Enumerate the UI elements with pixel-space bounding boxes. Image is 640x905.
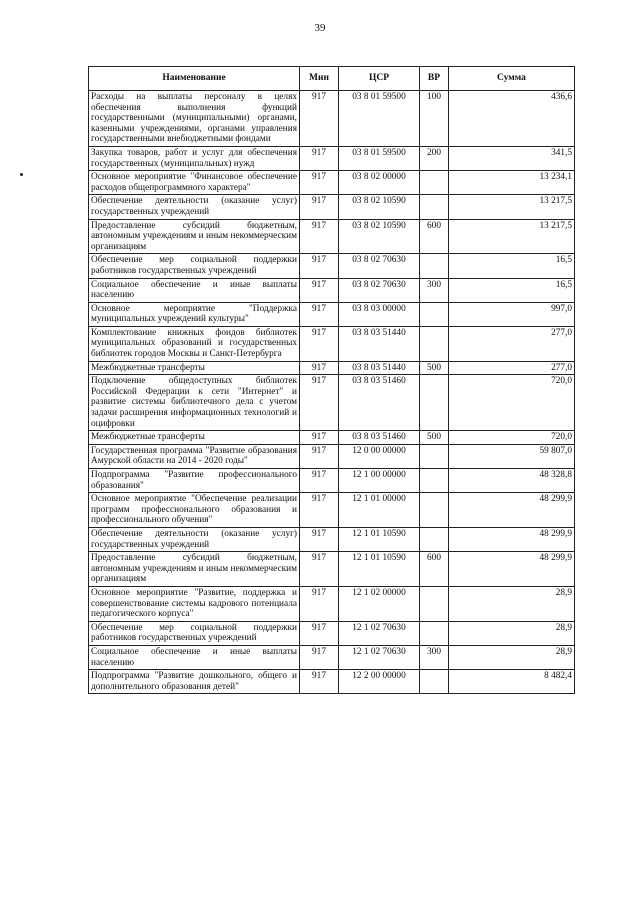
cell-vr [420, 527, 449, 551]
cell-sum: 341,5 [449, 146, 575, 170]
cell-vr: 300 [420, 278, 449, 302]
cell-vr [420, 493, 449, 528]
cell-name: Предоставление субсидий бюджетным, автономным учреждениям и иным некоммерческим организациям [89, 219, 300, 254]
cell-vr [420, 469, 449, 493]
cell-vr: 300 [420, 645, 449, 669]
cell-sum: 48 299,9 [449, 527, 575, 551]
cell-vr [420, 670, 449, 694]
cell-sum: 13 234,1 [449, 171, 575, 195]
cell-vr: 200 [420, 146, 449, 170]
cell-sum: 720,0 [449, 431, 575, 445]
cell-min: 917 [300, 146, 339, 170]
cell-name: Основное мероприятие "Обеспечение реализации программ профессионального образования и профессионального обучения" [89, 493, 300, 528]
cell-csr: 03 8 03 51440 [339, 326, 420, 361]
cell-sum: 277,0 [449, 361, 575, 375]
cell-csr: 03 8 03 51460 [339, 375, 420, 431]
cell-vr [420, 302, 449, 326]
cell-sum: 8 482,4 [449, 670, 575, 694]
table-row [89, 91, 575, 147]
header-sum: Сумма [449, 67, 575, 91]
cell-name: Социальное обеспечение и иные выплаты населению [89, 278, 300, 302]
cell-name: Социальное обеспечение и иные выплаты населению [89, 645, 300, 669]
cell-vr: 500 [420, 431, 449, 445]
cell-csr: 12 1 02 70630 [339, 645, 420, 669]
cell-min: 917 [300, 91, 339, 147]
cell-min: 917 [300, 645, 339, 669]
table-row [89, 469, 575, 493]
cell-csr: 03 8 03 51460 [339, 431, 420, 445]
cell-vr [420, 444, 449, 468]
cell-min: 917 [300, 195, 339, 219]
cell-csr: 03 8 02 10590 [339, 219, 420, 254]
margin-dot [20, 173, 23, 176]
cell-csr: 12 1 01 00000 [339, 493, 420, 528]
cell-name: Обеспечение мер социальной поддержки работников государственных учреждений [89, 254, 300, 278]
cell-min: 917 [300, 431, 339, 445]
cell-min: 917 [300, 670, 339, 694]
header-name: Наименование [89, 67, 300, 91]
cell-csr: 12 1 02 70630 [339, 621, 420, 645]
cell-sum: 13 217,5 [449, 219, 575, 254]
cell-sum: 48 299,9 [449, 493, 575, 528]
cell-csr: 12 1 01 10590 [339, 552, 420, 587]
table-row [89, 375, 575, 431]
table-row [89, 326, 575, 361]
cell-min: 917 [300, 444, 339, 468]
table-row [89, 431, 575, 445]
cell-name: Государственная программа "Развитие образования Амурской области на 2014 - 2020 годы" [89, 444, 300, 468]
cell-min: 917 [300, 219, 339, 254]
cell-name: Предоставление субсидий бюджетным, автономным учреждениям и иным некоммерческим организациям [89, 552, 300, 587]
cell-vr [420, 254, 449, 278]
header-min: Мин [300, 67, 339, 91]
cell-vr: 100 [420, 91, 449, 147]
cell-min: 917 [300, 361, 339, 375]
cell-name: Основное мероприятие "Финансовое обеспечение расходов общепрограммного характера" [89, 171, 300, 195]
page-number: 39 [314, 22, 326, 34]
cell-name: Обеспечение деятельности (оказание услуг) государственных учреждений [89, 195, 300, 219]
cell-csr: 12 0 00 00000 [339, 444, 420, 468]
cell-sum: 28,9 [449, 586, 575, 621]
cell-min: 917 [300, 621, 339, 645]
cell-csr: 03 8 03 51440 [339, 361, 420, 375]
table-row [89, 254, 575, 278]
cell-name: Подпрограмма "Развитие дошкольного, общего и дополнительного образования детей" [89, 670, 300, 694]
cell-sum: 48 299,9 [449, 552, 575, 587]
table-row [89, 621, 575, 645]
table-row [89, 302, 575, 326]
cell-vr: 600 [420, 552, 449, 587]
cell-vr [420, 195, 449, 219]
cell-csr: 12 1 00 00000 [339, 469, 420, 493]
table-row [89, 219, 575, 254]
cell-vr [420, 326, 449, 361]
cell-min: 917 [300, 527, 339, 551]
cell-sum: 16,5 [449, 278, 575, 302]
cell-name: Межбюджетные трансферты [89, 431, 300, 445]
table-row [89, 493, 575, 528]
cell-name: Закупка товаров, работ и услуг для обеспечения государственных (муниципальных) нужд [89, 146, 300, 170]
cell-name: Подпрограмма "Развитие профессионального образования" [89, 469, 300, 493]
table-row [89, 171, 575, 195]
cell-name: Комплектование книжных фондов библиотек муниципальных образований и государственных библиотек городов Москвы и Санкт-Петербурга [89, 326, 300, 361]
cell-min: 917 [300, 171, 339, 195]
table-header-row [89, 67, 575, 91]
cell-csr: 03 8 02 70630 [339, 254, 420, 278]
budget-table [88, 66, 575, 694]
table-row [89, 552, 575, 587]
cell-csr: 12 2 00 00000 [339, 670, 420, 694]
cell-csr: 03 8 02 00000 [339, 171, 420, 195]
cell-min: 917 [300, 326, 339, 361]
cell-csr: 03 8 01 59500 [339, 146, 420, 170]
cell-vr [420, 621, 449, 645]
cell-sum: 997,0 [449, 302, 575, 326]
cell-name: Обеспечение деятельности (оказание услуг) государственных учреждений [89, 527, 300, 551]
header-csr: ЦСР [339, 67, 420, 91]
cell-sum: 59 807,0 [449, 444, 575, 468]
table-row [89, 195, 575, 219]
cell-csr: 12 1 02 00000 [339, 586, 420, 621]
cell-name: Межбюджетные трансферты [89, 361, 300, 375]
cell-csr: 03 8 02 70630 [339, 278, 420, 302]
cell-name: Обеспечение мер социальной поддержки работников государственных учреждений [89, 621, 300, 645]
cell-csr: 12 1 01 10590 [339, 527, 420, 551]
cell-min: 917 [300, 278, 339, 302]
cell-min: 917 [300, 586, 339, 621]
table-row [89, 278, 575, 302]
cell-min: 917 [300, 493, 339, 528]
cell-csr: 03 8 01 59500 [339, 91, 420, 147]
cell-sum: 720,0 [449, 375, 575, 431]
cell-sum: 16,5 [449, 254, 575, 278]
cell-sum: 436,6 [449, 91, 575, 147]
cell-min: 917 [300, 469, 339, 493]
cell-name: Основное мероприятие "Развитие, поддержка и совершенствование системы кадрового потенциала педагогического корпуса" [89, 586, 300, 621]
cell-sum: 48 328,8 [449, 469, 575, 493]
table-row [89, 645, 575, 669]
table-row [89, 670, 575, 694]
cell-name: Подключение общедоступных библиотек Российской Федерации к сети "Интернет" и развитие системы библиотечного дела с учетом задачи расширения информационных технологий и оцифровки [89, 375, 300, 431]
table-row [89, 527, 575, 551]
cell-sum: 13 217,5 [449, 195, 575, 219]
table-row [89, 586, 575, 621]
cell-vr [420, 375, 449, 431]
cell-name: Основное мероприятие "Поддержка муниципальных учреждений культуры" [89, 302, 300, 326]
table-row [89, 146, 575, 170]
cell-min: 917 [300, 302, 339, 326]
cell-min: 917 [300, 375, 339, 431]
cell-vr [420, 586, 449, 621]
cell-sum: 277,0 [449, 326, 575, 361]
cell-sum: 28,9 [449, 645, 575, 669]
cell-vr: 500 [420, 361, 449, 375]
cell-sum: 28,9 [449, 621, 575, 645]
table-row [89, 444, 575, 468]
cell-csr: 03 8 03 00000 [339, 302, 420, 326]
cell-min: 917 [300, 552, 339, 587]
cell-vr [420, 171, 449, 195]
header-vr: ВР [420, 67, 449, 91]
table-row [89, 361, 575, 375]
cell-name: Расходы на выплаты персоналу в целях обеспечения выполнения функций государственными (муниципальными) органами, казенными учреждениями, органами управления государственными внебюджетными фондами [89, 91, 300, 147]
cell-vr: 600 [420, 219, 449, 254]
cell-min: 917 [300, 254, 339, 278]
cell-csr: 03 8 02 10590 [339, 195, 420, 219]
